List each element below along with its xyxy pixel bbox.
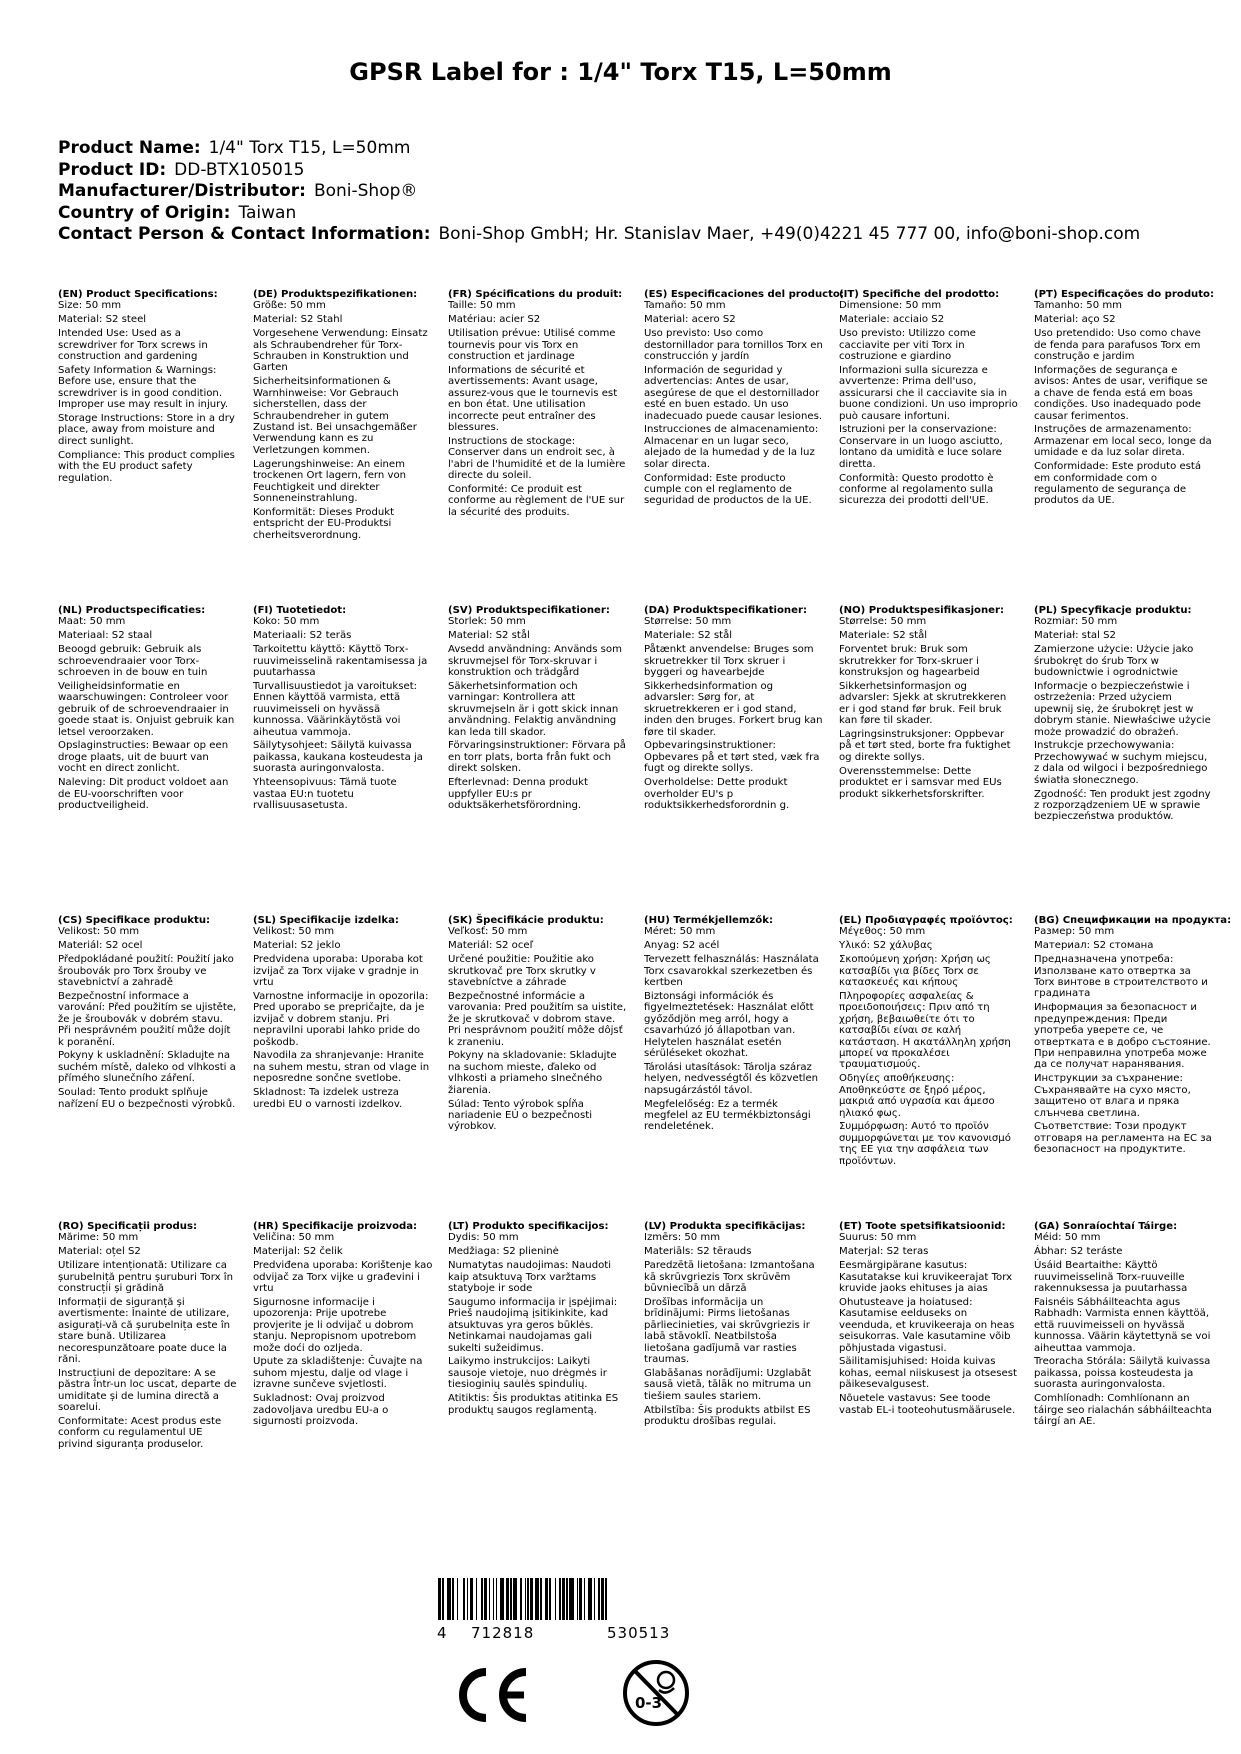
spec-use: Predvidena uporaba: Uporaba kot izvijač za Torx vijake v gradnje in vrtu [253, 954, 423, 989]
spec-compliance: Zgodność: Ten produkt jest zgodny z rozporządzeniem UE w sprawie bezpieczeństwa produktów. [1034, 788, 1211, 823]
spec-compliance: Overensstemmelse: Dette produktet er i samsvar med EUs produkt sikkerhetsforskrifter. [839, 765, 1002, 800]
language-heading: (GA) Sonraíochtaí Táirge: [1034, 1221, 1178, 1232]
spec-use: Avsedd användning: Används som skruvmejsel för Torx-skruvar i konstruktion och trädgård [448, 644, 622, 679]
spec-safety: Turvallisuustiedot ja varoitukset: Ennen käyttöä varmista, että ruuvimeisseli on hyvässä kunnossa. Väärinkäytöstä voi aiheutua vammoja. [253, 680, 418, 738]
spec-use: Tervezett felhasználás: Használata Torx csavarokkal szerkezetben és kertben [644, 954, 819, 989]
product-id-label: Product ID: [58, 159, 167, 180]
language-block [839, 915, 1019, 1170]
language-heading: (SV) Produktspecifikationer: [448, 605, 610, 616]
language-block [253, 605, 433, 814]
product-name-label: Product Name: [58, 138, 201, 158]
ean-barcode [438, 1578, 708, 1620]
language-heading: (DA) Produktspecifikationer: [644, 605, 807, 616]
spec-storage: Navodila za shranjevanje: Hranite na suhem mestu, stran od vlage in neposredne sončne svetlobe. [253, 1050, 430, 1085]
language-block [58, 1221, 238, 1453]
spec-size: Storlek: 50 mm [448, 616, 526, 628]
spec-material: Material: S2 jeklo [253, 940, 341, 952]
language-heading: (FR) Spécifications du produit: [448, 289, 623, 300]
spec-material: Materiale: acciaio S2 [839, 314, 945, 326]
spec-size: Velikost: 50 mm [253, 926, 335, 938]
language-block [644, 289, 844, 509]
language-block [644, 1221, 824, 1430]
language-heading: (HR) Specifikacije proizvoda: [253, 1221, 418, 1232]
spec-use: Uso pretendido: Uso como chave de fenda para parafusos Torx em construção e jardim [1034, 328, 1201, 363]
spec-safety: Informações de segurança e avisos: Antes de usar, verifique se a chave de fenda está em boas condições. Uso inadequado pode causar ferimentos. [1034, 364, 1208, 422]
language-block [253, 915, 433, 1113]
spec-material: Material: S2 stål [448, 630, 530, 642]
spec-size: Größe: 50 mm [253, 300, 326, 312]
spec-storage: Treoracha Stórála: Säilytä kuivassa paikassa, poissa kosteudesta ja suorasta auringonvalosta. [1034, 1356, 1211, 1391]
language-heading: (RO) Specificații produs: [58, 1221, 198, 1232]
language-block [58, 289, 238, 487]
spec-compliance: Conformitate: Acest produs este conform cu regulamentul UE privind siguranța produselor. [58, 1416, 222, 1450]
language-heading: (DE) Produktspezifikationen: [253, 289, 418, 300]
spec-safety: Drošības informācija un brīdinājumi: Pirms lietošanas pārliecinieties, vai skrūvgriezis ir labā stāvoklī. Neatbilstoša lietošana gadījumā var rasties traumas. [644, 1296, 810, 1365]
language-heading: (IT) Specifiche del prodotto: [839, 289, 1000, 300]
spec-material: Materjal: S2 teras [839, 1246, 929, 1258]
country-line [58, 203, 1140, 225]
spec-safety: Ohutusteave ja hoiatused: Kasutamise eelduseks on veenduda, et kruvikeeraja on heas seisukorras. Vale kasutamine võib põhjustada vigastusi. [839, 1296, 1015, 1354]
spec-compliance: Naleving: Dit product voldoet aan de EU-voorschriften voor productveiligheid. [58, 777, 229, 811]
language-block [839, 289, 1019, 509]
language-block [253, 1221, 433, 1430]
language-block [1034, 915, 1232, 1158]
spec-compliance: Efterlevnad: Denna produkt uppfyller EU:s pr oduktsäkerhetsförordning. [448, 777, 588, 811]
spec-compliance: Compliance: This product complies with the EU product safety regulation. [58, 449, 235, 484]
spec-size: Mărime: 50 mm [58, 1232, 139, 1244]
spec-material: Material: S2 Stahl [253, 314, 343, 326]
spec-material: Materiaal: S2 staal [58, 630, 153, 642]
spec-storage: Pokyny k uskladnění: Skladujte na suchém místě, daleko od vlhkosti a přímého slunečního záření. [58, 1050, 236, 1085]
contact-line [58, 224, 1140, 246]
spec-storage: Upute za skladištenje: Čuvajte na suhom mjestu, dalje od vlage i izravne sunčeve svjetlosti. [253, 1356, 423, 1391]
spec-storage: Οδηγίες αποθήκευσης: Αποθηκεύστε σε ξηρό μέρος, μακριά από υγρασία και άμεσο ηλιακό φως. [839, 1073, 995, 1119]
language-heading: (ES) Especificaciones del producto: [644, 289, 844, 300]
spec-size: Méid: 50 mm [1034, 1232, 1101, 1244]
spec-storage: Laikymo instrukcijos: Laikyti sausoje vietoje, nuo drėgmės ir tiesioginių saulės spindulių. [448, 1356, 607, 1391]
spec-compliance: Megfelelőség: Ez a termék megfelel az EU termékbiztonsági rendeletének. [644, 1098, 811, 1133]
spec-size: Dydis: 50 mm [448, 1232, 519, 1244]
spec-storage: Storage Instructions: Store in a dry place, away from moisture and direct sunlight. [58, 413, 235, 447]
spec-compliance: Súlad: Tento výrobok spĺňa nariadenie EÚ o bezpečnosti výrobkov. [448, 1098, 592, 1133]
language-heading: (SL) Specifikacije izdelka: [253, 915, 399, 926]
spec-size: Size: 50 mm [58, 300, 122, 312]
spec-material: Material: acero S2 [644, 314, 736, 326]
spec-compliance: Sukladnost: Ovaj proizvod zadovoljava uredbu EU-a o sigurnosti proizvoda. [253, 1393, 389, 1427]
spec-compliance: Nõuetele vastavus: See toode vastab EL-i tooteohutusmäärusele. [839, 1393, 1016, 1416]
spec-safety: Información de seguridad y advertencias: Antes de usar, asegúrese de que el destornillador esté en buen estado. Un uso inadecuado puede causar lesiones. [644, 364, 823, 422]
spec-storage: Tárolási utasítások: Tárolja száraz helyen, nedvességtől és közvetlen napsugárzástól távol. [644, 1061, 819, 1096]
language-block [58, 605, 238, 814]
language-heading: (LT) Produkto specifikacijos: [448, 1221, 609, 1232]
spec-size: Tamaño: 50 mm [644, 300, 726, 312]
spec-storage: Opbevaringsinstruktioner: Opbevares på et tørt sted, væk fra fugt og direkte sollys. [644, 740, 820, 775]
spec-storage: Instrucciones de almacenamiento: Almacenar en un lugar seco, alejado de la humedad y de la luz solar directa. [644, 424, 819, 470]
spec-safety: Safety Information & Warnings: Before use, ensure that the screwdriver is in good condition. Improper use may result in injury. [58, 364, 229, 411]
spec-use: Uso previsto: Uso como destornillador para tornillos Torx en construcción y jardín [644, 328, 823, 363]
spec-compliance: Conformité: Ce produit est conforme au règlement de l'UE sur la sécurité des produits. [448, 484, 625, 518]
spec-safety: Informazioni sulla sicurezza e avvertenze: Prima dell'uso, assicurarsi che il cacciavite sia in buone condizioni. Un uso improprio può causare infortuni. [839, 364, 1018, 422]
manufacturer-label: Manufacturer/Distributor: [58, 181, 306, 201]
spec-storage: Instrukcje przechowywania: Przechowywać w suchym miejscu, z dala od wilgoci i bezpośredniego światła słonecznego. [1034, 740, 1208, 786]
spec-safety: Informacje o bezpieczeństwie i ostrzeżenia: Przed użyciem upewnij się, że śrubokręt jest w dobrym stanie. Niewłaściwe użycie może prowadzić do obrażeń. [1034, 680, 1211, 738]
spec-use: Eesmärgipärane kasutus: Kasutatakse kui kruvikeerajat Torx kruvide jaoks ehituses ja aias [839, 1260, 1013, 1295]
spec-safety: Πληροφορίες ασφαλείας & προειδοποιήσεις: Πριν από τη χρήση, βεβαιωθείτε ότι το κατσαβίδι είναι σε καλή κατάσταση. Η ακατάλληλη χρήση μπορεί να προκαλέσει τραυματισμούς. [839, 990, 1011, 1071]
barcode-digits-left: 712818 [471, 1624, 535, 1642]
spec-storage: Förvaringsinstruktioner: Förvara på en torr plats, borta från fukt och direkt solsken. [448, 740, 626, 775]
language-heading: (EL) Προδιαγραφές προϊόντος: [839, 915, 1013, 926]
spec-size: Tamanho: 50 mm [1034, 300, 1122, 312]
language-block [448, 289, 628, 521]
language-heading: (PL) Specyfikacje produktu: [1034, 605, 1192, 616]
spec-compliance: Atitiktis: Šis produktas atitinka ES produktų saugos reglamentą. [448, 1393, 619, 1416]
spec-compliance: Atbilstība: Šis produkts atbilst ES produktu drošības regulai. [644, 1404, 811, 1427]
country-value: Taiwan [238, 202, 297, 223]
language-heading: (FI) Tuotetiedot: [253, 605, 347, 616]
spec-material: Material: aço S2 [1034, 314, 1116, 326]
spec-safety: Varnostne informacije in opozorila: Pred uporabo se prepričajte, da je izvijač v dobrem stanju. Pri nepravilni uporabi lahko pride do poškodb. [253, 990, 429, 1048]
spec-use: Utilizare intenționată: Utilizare ca șurubelniță pentru șuruburi Torx în construcții și grădină [58, 1260, 233, 1295]
language-block [839, 605, 1019, 803]
contact-value: Boni-Shop GmbH; Hr. Stanislav Maer, +49(0)4221 45 777 00, info@boni-shop.com [438, 224, 1141, 244]
svg-text:0-3: 0-3 [635, 1694, 663, 1712]
spec-material: Materiāls: S2 tērauds [644, 1246, 752, 1258]
product-id-value: DD-BTX105015 [174, 159, 305, 180]
spec-material: Materiał: stal S2 [1034, 630, 1116, 642]
spec-material: Ábhar: S2 teráste [1034, 1246, 1123, 1258]
spec-compliance: Comhlíonadh: Comhlíonann an táirge seo rialachán sábháilteachta táirgí an AE. [1034, 1393, 1212, 1427]
spec-use: Intended Use: Used as a screwdriver for Torx screws in construction and gardening [58, 328, 208, 363]
language-heading: (NO) Produktspesifikasjoner: [839, 605, 1005, 616]
spec-material: Материал: S2 стомана [1034, 940, 1154, 952]
spec-size: Μέγεθος: 50 mm [839, 926, 926, 938]
spec-size: Størrelse: 50 mm [644, 616, 732, 628]
spec-compliance: Conformidad: Este producto cumple con el reglamento de seguridad de productos de la UE. [644, 472, 812, 507]
spec-use: Beoogd gebruik: Gebruik als schroevendraaier voor Torx-schroeven in de bouw en tuin [58, 644, 208, 679]
ce-mark-icon [452, 1664, 532, 1726]
country-label: Country of Origin: [58, 202, 231, 223]
spec-storage: Istruzioni per la conservazione: Conservare in un luogo asciutto, lontano da umidità e luce solare diretta. [839, 424, 1003, 470]
language-heading: (BG) Спецификации на продукта: [1034, 915, 1232, 926]
spec-material: Materiale: S2 stål [644, 630, 733, 642]
spec-storage: Glabāšanas norādījumi: Uzglabāt sausā vietā, tālāk no mitruma un tiešiem saules stariem. [644, 1367, 812, 1402]
spec-size: Izmērs: 50 mm [644, 1232, 721, 1244]
spec-use: Numatytas naudojimas: Naudoti kaip atsuktuvą Torx varžtams statyboje ir sode [448, 1260, 612, 1295]
spec-use: Påtænkt anvendelse: Bruges som skruetrekker til Torx skruer i byggeri og havearbejde [644, 644, 814, 679]
spec-use: Vorgesehene Verwendung: Einsatz als Schraubendreher für Torx-Schrauben in Konstruktion und Garten [253, 328, 428, 374]
spec-size: Veľkosť: 50 mm [448, 926, 528, 938]
language-block [253, 289, 433, 544]
spec-size: Veličina: 50 mm [253, 1232, 335, 1244]
spec-use: Предназначена употреба: Използване като отвертка за Torx винтове в строителството и градината [1034, 954, 1208, 1000]
spec-compliance: Konformität: Dieses Produkt entspricht der EU-Produktsi cherheitsverordnung. [253, 506, 395, 541]
label-title: GPSR Label for : 1/4" Torx T15, L=50mm [349, 58, 892, 86]
language-block [1034, 605, 1214, 825]
spec-safety: Sigurnosne informacije i upozorenja: Prije upotrebe provjerite je li odvijač u dobrom stanju. Nepropisnom upotrebom može doći do ozljeda. [253, 1296, 417, 1354]
language-heading: (LV) Produkta specifikācijas: [644, 1221, 806, 1232]
spec-storage: Instruções de armazenamento: Armazenar em local seco, longe da umidade e da luz solar direta. [1034, 424, 1212, 459]
spec-size: Maat: 50 mm [58, 616, 126, 628]
spec-compliance: Съответствие: Този продукт отговаря на регламента на ЕС за безопасност на продуктите. [1034, 1121, 1212, 1156]
barcode-digits-right: 530513 [607, 1624, 671, 1642]
spec-safety: Informations de sécurité et avertissements: Avant usage, assurez-vous que le tournevis est en bon état. Une utilisation incorrecte peut entraîner des blessures. [448, 364, 618, 433]
spec-size: Størrelse: 50 mm [839, 616, 927, 628]
language-heading: (SK) Špecifikácie produktu: [448, 915, 604, 926]
spec-storage: Instructions de stockage: Conserver dans un endroit sec, à l'abri de l'humidité et de la lumière directe du soleil. [448, 435, 626, 482]
barcode-bar [605, 1578, 606, 1620]
language-heading: (ET) Toote spetsifikatsioonid: [839, 1221, 1006, 1232]
spec-size: Koko: 50 mm [253, 616, 320, 628]
language-heading: (CS) Specifikace produktu: [58, 915, 211, 926]
spec-safety: Faisnéis Sábháilteachta agus Rabhadh: Varmista ennen käyttöä, että ruuvimeisseli on hyvässä kunnossa. Väärin käytettynä se voi aiheuttaa vammoja. [1034, 1296, 1211, 1354]
spec-material: Materiale: S2 stål [839, 630, 928, 642]
spec-storage: Pokyny na skladovanie: Skladujte na suchom mieste, ďaleko od vlhkosti a priameho slnečného žiarenia. [448, 1050, 617, 1096]
age-0-3-warning-icon [621, 1658, 691, 1728]
language-block [448, 1221, 628, 1419]
spec-use: Σκοπούμενη χρήση: Χρήση ως κατσαβίδι για βίδες Torx σε κατασκευές και κήπους [839, 954, 991, 989]
spec-use: Paredzētā lietošana: Izmantošana kā skrūvgriezis Torx skrūvēm būvniecībā un dārzā [644, 1260, 815, 1295]
spec-use: Předpokládané použití: Použití jako šroubovák pro Torx šrouby ve stavebnictví a zahradě [58, 954, 234, 989]
barcode-digit-first: 4 [437, 1624, 447, 1642]
spec-storage: Säilytysohjeet: Säilytä kuivassa paikassa, kaukana kosteudesta ja suorasta auringonvalosta. [253, 740, 423, 775]
spec-use: Predviđena uporaba: Korištenje kao odvijač za Torx vijke u građevini i vrtu [253, 1260, 433, 1295]
language-heading: (PT) Especificações do produto: [1034, 289, 1215, 300]
spec-use: Uso previsto: Utilizzo come cacciavite per viti Torx in costruzione e giardino [839, 328, 976, 363]
spec-safety: Bezpečnostní informace a varování: Před použitím se ujistěte, že je šroubovák v dobrém stavu. Při nesprávném použití může dojít k poranění. [58, 990, 237, 1048]
spec-use: Tarkoitettu käyttö: Käyttö Torx-ruuvimeisselinä rakentamisessa ja puutarhassa [253, 644, 428, 679]
spec-material: Material: S2 steel [58, 314, 147, 326]
language-block [839, 1221, 1019, 1419]
language-block [644, 915, 824, 1135]
product-name-value: 1/4" Torx T15, L=50mm [208, 138, 411, 158]
language-heading: (EN) Product Specifications: [58, 289, 218, 300]
language-block [644, 605, 824, 814]
spec-material: Materijal: S2 čelik [253, 1246, 343, 1258]
spec-safety: Biztonsági információk és figyelmeztetések: Használat előtt győződjön meg arról, hogy a csavarhúzó jó állapotban van. Helytelen használat esetén sérüléseket okozhat. [644, 990, 814, 1059]
spec-compliance: Conformità: Questo prodotto è conforme al regolamento sulla sicurezza dei prodotti dell'UE. [839, 472, 994, 507]
spec-safety: Sicherheitsinformationen & Warnhinweise: Vor Gebrauch sicherstellen, dass der Schraubendreher in gutem Zustand ist. Bei unsachgemäßer Verwendung kann es zu Verletzungen kommen. [253, 376, 417, 456]
spec-size: Velikost: 50 mm [58, 926, 140, 938]
spec-size: Suurus: 50 mm [839, 1232, 917, 1244]
spec-storage: Opslaginstructies: Bewaar op een droge plaats, uit de buurt van vocht en direct zonlicht. [58, 740, 229, 775]
spec-use: Utilisation prévue: Utilisé comme tournevis pour vis Torx en construction et jardinage [448, 328, 616, 363]
spec-compliance: Overholdelse: Dette produkt overholder EU's p roduktsikkerhedsforordnin g. [644, 777, 790, 811]
contact-label: Contact Person & Contact Information: [58, 224, 431, 244]
spec-safety: Bezpečnostné informácie a varovania: Pred použitím sa uistite, že je skrutkovač v dobrom stave. Pri nesprávnom použití môže dôjsť k zraneniu. [448, 990, 627, 1048]
manufacturer-value: Boni-Shop® [313, 181, 418, 201]
spec-size: Размер: 50 mm [1034, 926, 1115, 938]
spec-safety: Sikkerhedsinformation og advarsler: Sørg for, at skruetrekkeren er i god stand, inden den bruges. Forkert brug kan føre til skader. [644, 680, 823, 738]
product-name-line [58, 138, 1140, 160]
language-block [1034, 289, 1214, 509]
spec-material: Anyag: S2 acél [644, 940, 720, 952]
spec-material: Materiál: S2 oceľ [448, 940, 534, 952]
spec-use: Forventet bruk: Bruk som skrutrekker for Torx-skruer i konstruksjon og hagearbeid [839, 644, 980, 679]
spec-safety: Saugumo informacija ir įspėjimai: Prieš naudojimą įsitikinkite, kad atsuktuvas yra geros būklės. Netinkamai naudojamas gali sukelti sužeidimus. [448, 1296, 618, 1354]
spec-compliance: Yhteensopivuus: Tämä tuote vastaa EU:n tuotetu rvallisuusasetusta. [253, 777, 397, 811]
spec-storage: Lagerungshinweise: An einem trockenen Ort lagern, fern von Feuchtigkeit und direkter Sonneneinstrahlung. [253, 458, 407, 504]
spec-compliance: Skladnost: Ta izdelek ustreza uredbi EU o varnosti izdelkov. [253, 1087, 403, 1110]
spec-storage: Инструкции за съхранение: Съхранявайте на сухо място, защитено от влага и пряка слънчева светлина. [1034, 1073, 1191, 1119]
language-block [58, 915, 238, 1113]
spec-material: Materiál: S2 ocel [58, 940, 143, 952]
spec-use: Úsáid Beartaithe: Käyttö ruuvimeisselinä Torx-ruuveille rakennuksessa ja puutarhassa [1034, 1260, 1188, 1295]
spec-compliance: Soulad: Tento produkt splňuje nařízení EU o bezpečnosti výrobků. [58, 1087, 236, 1110]
spec-material: Materiaali: S2 teräs [253, 630, 352, 642]
spec-storage: Lagringsinstruksjoner: Oppbevar på et tørt sted, borte fra fuktighet og direkte sollys. [839, 729, 1011, 763]
language-block [1034, 1221, 1214, 1430]
spec-safety: Säkerhetsinformation och varningar: Kontrollera att skruvmejseln är i gott skick innan användning. Felaktig användning kan leda till skador. [448, 680, 619, 738]
spec-safety: Veiligheidsinformatie en waarschuwingen: Controleer voor gebruik of de schroevendraaier in goede staat is. Onjuist gebruik kan letsel veroorzaken. [58, 680, 235, 738]
spec-material: Matériau: acier S2 [448, 314, 541, 326]
spec-safety: Информация за безопасност и предупреждения: Преди употреба уверете се, че отвертката е в добро състояние. При неправилна употреба може да се получат наранявания. [1034, 1002, 1211, 1071]
spec-compliance: Conformidade: Este produto está em conformidade com o regulamento de segurança de produtos da UE. [1034, 461, 1202, 507]
spec-safety: Sikkerhetsinformasjon og advarsler: Sjekk at skrutrekkeren er i god stand før bruk. Feil bruk kan føre til skader. [839, 680, 1007, 727]
spec-size: Taille: 50 mm [448, 300, 516, 312]
spec-size: Rozmiar: 50 mm [1034, 616, 1118, 628]
spec-storage: Säilitamisjuhised: Hoida kuivas kohas, eemal niiskusest ja otsesest päikesevalgusest. [839, 1356, 1017, 1391]
spec-material: Material: oțel S2 [58, 1246, 141, 1258]
product-id-line [58, 160, 1140, 182]
manufacturer-line [58, 181, 1140, 203]
language-heading: (NL) Productspecificaties: [58, 605, 206, 616]
language-block [448, 605, 628, 814]
spec-storage: Instrucțiuni de depozitare: A se păstra într-un loc uscat, departe de umiditate și de lumina directă a soarelui. [58, 1367, 237, 1414]
language-heading: (HU) Termékjellemzők: [644, 915, 773, 926]
spec-size: Méret: 50 mm [644, 926, 716, 938]
spec-size: Dimensione: 50 mm [839, 300, 942, 312]
product-info [58, 138, 1140, 246]
spec-use: Určené použitie: Použitie ako skrutkovač pre Torx skrutky v stavebníctve a záhrade [448, 954, 596, 989]
language-block [448, 915, 628, 1135]
spec-material: Υλικό: S2 χάλυβας [839, 940, 933, 952]
spec-safety: Informații de siguranță și avertismente: Înainte de utilizare, asigurați-vă că șurubelnița este în stare bună. Utilizarea necorespunzătoare poate duce la răni. [58, 1296, 231, 1365]
spec-use: Zamierzone użycie: Użycie jako śrubokręt do śrub Torx w budownictwie i ogrodnictwie [1034, 644, 1194, 679]
spec-material: Medžiaga: S2 plieninė [448, 1246, 559, 1258]
spec-compliance: Συμμόρφωση: Αυτό το προϊόν συμμορφώνεται με τον κανονισμό της ΕΕ για την ασφάλεια των προϊόντων. [839, 1121, 1011, 1167]
